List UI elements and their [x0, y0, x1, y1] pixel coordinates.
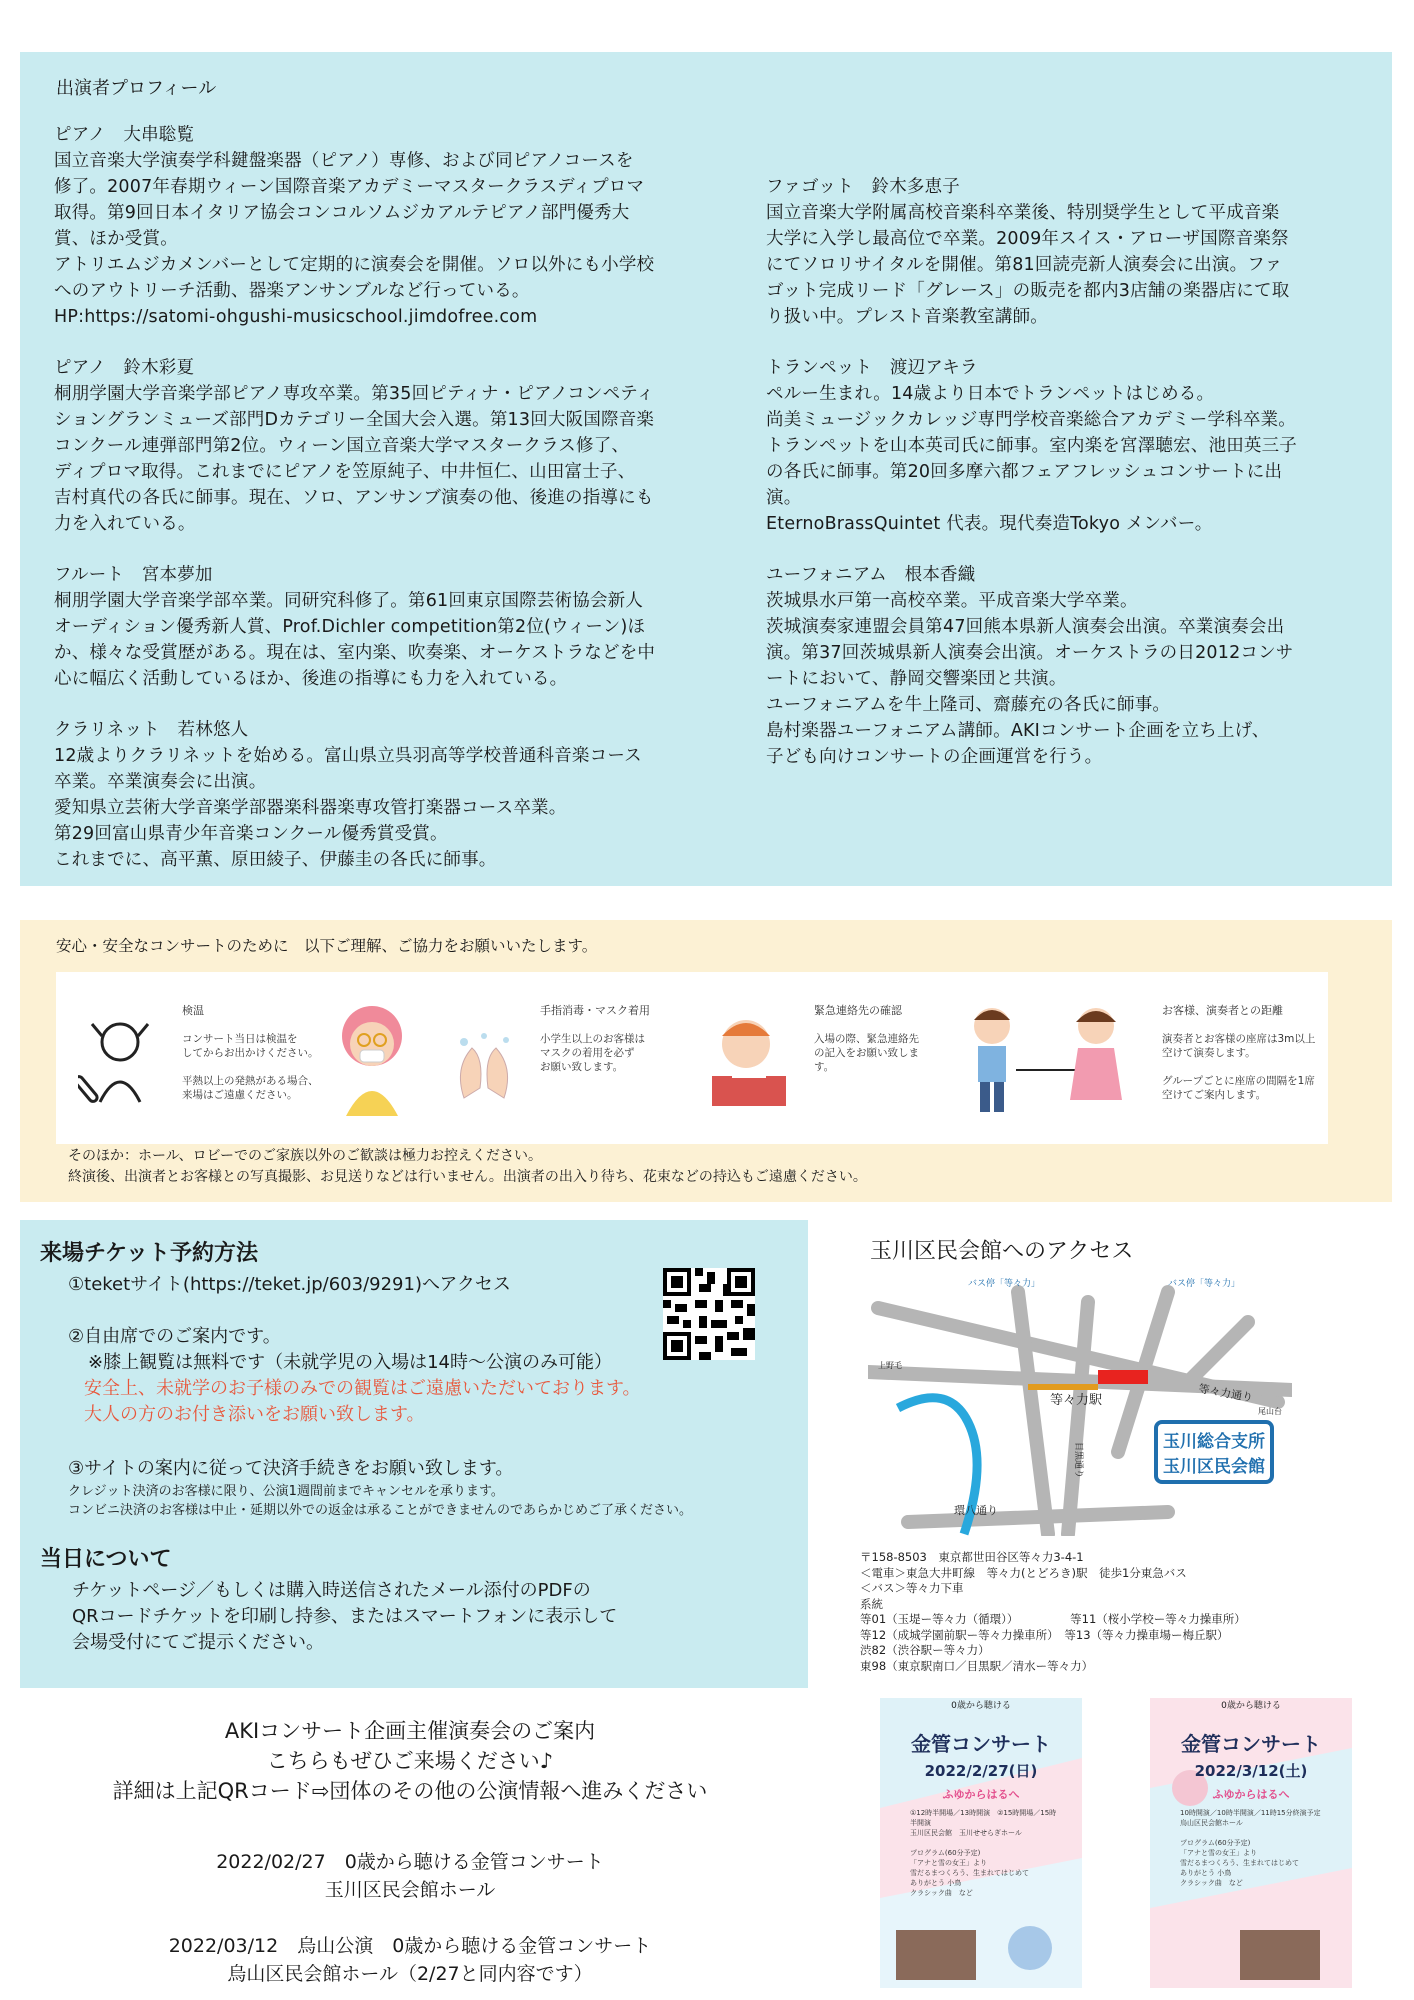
- profile-name: クラリネット 若林悠人: [54, 720, 249, 740]
- tip-distance: お客様、演奏者との距離 演奏者とお客様の座席は3m以上 空けて演奏します。 グループごとに座席の間隔を1席 空けてご案内します。: [1162, 1004, 1316, 1101]
- map-label-oyamadai: 尾山台: [1258, 1407, 1282, 1416]
- profile-body: 国立音楽大学演奏学科鍵盤楽器（ピアノ）専修、および同ピアノコースを 修了。2007年春期ウィーン国際音楽アカデミーマスタークラスディプロマ 取得。第9回日本イタリア協会コンコルソムジカアルテピアノ部門優秀大 賞、ほか受賞。 アトリエムジカメンバーとして定期的に演奏会を開催。ソロ以外にも小学校 へのアウトリーチ活動、器楽アンサンブルなど行っている。 HP:https://satomi-ohgushi-musicschool.jimdofree.com: [54, 151, 655, 327]
- profiles-left-column: [54, 122, 744, 898]
- flyer-0312[interactable]: 0歳から聴ける 金管コンサート 2022/3/12(土) ふゆからはるへ 10時開演／10時半開演／11時15分終演予定 烏山区民会館ホール プログラム(60分予定) 「アナと雪の女王」より 雪だるまつくろう、生まれてはじめて ありがとう 小鳥 クラシック曲 など: [1150, 1698, 1352, 1988]
- hand-wash-icon: [444, 1028, 524, 1108]
- profile-name: ファゴット 鈴木多恵子: [766, 177, 960, 197]
- map-label-bus1: バス停「等々力」: [968, 1279, 1041, 1289]
- flyer-0227[interactable]: 0歳から聴ける 金管コンサート 2022/2/27(日) ふゆからはるへ ①12時半開場／13時開演 ②15時開場／15時半開演 玉川区民会館 玉川せせらぎホール プログラム(60分予定) 「アナと雪の女王」より 雪だるまつくろう、生まれてはじめて ありがとう 小鳥 クラシック曲 など: [880, 1698, 1082, 1988]
- map-callout-1: 玉川総合支所: [1163, 1432, 1265, 1452]
- map-label-street1: 等々力通り: [1197, 1382, 1254, 1405]
- qr-code[interactable]: [663, 1268, 755, 1360]
- ticket-step3-notes: クレジット決済のお客様に限り、公演1週間前までキャンセルを承ります。 コンビニ決済のお客様は中止・延期以外での返金は承ることができませんのであらかじめご了承ください。: [68, 1484, 693, 1518]
- access-map[interactable]: [868, 1272, 1292, 1536]
- ticket-step2-note: ※膝上観覧は無料です（未就学児の入場は14時～公演のみ可能）: [88, 1352, 612, 1373]
- ticket-step2: ②自由席でのご案内です。: [68, 1326, 281, 1347]
- aki-line-3: 詳細は上記QRコード⇨団体のその他の公演情報へ進みください: [112, 1779, 708, 1803]
- aki-announcement: [60, 1716, 760, 1806]
- map-label-bus2: バス停「等々力」: [1168, 1279, 1241, 1289]
- ticket-heading: 来場チケット予約方法: [40, 1241, 259, 1266]
- profile-body: 茨城県水戸第一高校卒業。平成音楽大学卒業。 茨城演奏家連盟会員第47回熊本県新人演奏会出演。卒業演奏会出 演。第37回茨城県新人演奏会出演。オーケストラの日2012コンサ ートにおいて、静岡交響楽団と共演。 ユーフォニアムを牛上隆司、齋藤充の各氏に師事。 島村楽器ユーフォニアム講師。AKIコンサート企画を立ち上げ、 子ども向けコンサートの企画運営を行う。: [766, 591, 1294, 767]
- profile-body: 国立音楽大学附属高校音楽科卒業後、特別奨学生として平成音楽 大学に入学し最高位で卒業。2009年スイス・アローザ国際音楽祭 にてソロリサイタルを開催。第81回読売新人演奏会に出演。ファ ゴット完成リード「グレース」の販売を都内3店舗の楽器店にて取 り扱い中。プレスト音楽教室講師。: [766, 203, 1290, 327]
- profiles-heading: 出演者プロフィール: [56, 78, 217, 99]
- masked-girl-icon: [328, 1000, 416, 1116]
- map-label-street2: 環八通り: [954, 1504, 998, 1517]
- day-of-heading: 当日について: [40, 1547, 172, 1572]
- safety-notice-section: [20, 920, 1392, 1202]
- ticket-reservation-section: [20, 1220, 808, 1688]
- writing-child-icon: [706, 1010, 792, 1110]
- performer-profiles-section: [20, 52, 1392, 886]
- profile-name: ピアノ 大串聡覧: [54, 125, 195, 145]
- profile-piano-suzuki: [54, 355, 744, 537]
- access-title: 玉川区民会館へのアクセス: [870, 1239, 1134, 1264]
- map-label-street3: 目黒通り: [1073, 1442, 1083, 1479]
- profile-body: ペルー生まれ。14歳より日本でトランペットはじめる。 尚美ミュージックカレッジ専門学校音楽総合アカデミー学科卒業。 トランペットを山本英司氏に師事。室内楽を宮澤聴宏、池田英三子 の各氏に師事。第20回多摩六都フェアフレッシュコンサートに出 演。 EternoBrassQuintet 代表。現代奏造Tokyo メンバー。: [766, 384, 1297, 534]
- profiles-right-column: [766, 122, 1366, 795]
- ticket-warning-2: 大人の方のお付き添いをお願い致します。: [84, 1404, 425, 1425]
- map-label-kaminoge: 上野毛: [878, 1361, 902, 1370]
- safety-notes: そのほか：ホール、ロビーでのご家族以外のご歓談は極力お控えください。 終演後、出演者とお客様との写真撮影、お見送りなどは行いません。出演者の出入り待ち、花束などの持込もご遠慮ください。: [68, 1148, 867, 1185]
- profile-clarinet-wakabayashi: [54, 717, 744, 873]
- safety-title: 安心・安全なコンサートのために 以下ご理解、ご協力をお願いいたします。: [56, 937, 598, 955]
- tip-hand-mask: 手指消毒・マスク着用 小学生以上のお客様は マスクの着用を必ず お願い致します。: [540, 1004, 650, 1073]
- profile-body: 桐朋学園大学音楽学部卒業。同研究科修了。第61回東京国際芸術協会新人 オーディション優秀新人賞、Prof.Dichler competition第2位(ウィーン)ほ か、様々な受賞歴がある。現在は、室内楽、吹奏楽、オーケストラなどを中 心に幅広く活動しているほか、後進の指導にも力を入れている。: [54, 591, 656, 689]
- safety-tips-panel: [56, 972, 1328, 1144]
- event-item: 2022/03/12 烏山公演 0歳から聴ける金管コンサート 烏山区民会館ホール（2/27と同内容です）: [168, 1935, 652, 1985]
- social-distance-icon: [956, 1000, 1136, 1118]
- event-list: [60, 1848, 760, 2000]
- profile-trumpet-watanabe: [766, 355, 1366, 537]
- profile-piano-ohgushi: [54, 122, 744, 330]
- profile-fagotto-suzuki: [766, 174, 1366, 330]
- ticket-step1[interactable]: ①teketサイト(https://teket.jp/603/9291)へアクセス: [68, 1274, 511, 1295]
- profile-body: 12歳よりクラリネットを始める。富山県立呉羽高等学校普通科音楽コース 卒業。卒業演奏会に出演。 愛知県立芸術大学音楽学部器楽科器楽専攻管打楽器コース卒業。 第29回富山県青少年音楽コンクール優秀賞受賞。 これまでに、高平薫、原田綾子、伊藤圭の各氏に師事。: [54, 746, 642, 870]
- day-of-line-3: 会場受付にてご提示ください。: [72, 1632, 324, 1653]
- tip-temperature: 検温 コンサート当日は検温を してからお出かけください。 平熱以上の発熱がある場合、 来場はご遠慮ください。: [182, 1004, 319, 1101]
- map-label-station: 等々力駅: [1050, 1393, 1103, 1408]
- aki-line-1: AKIコンサート企画主催演奏会のご案内: [224, 1719, 596, 1743]
- aki-line-2: こちらもぜひご来場ください♪: [266, 1749, 554, 1773]
- tip-emergency-contact: 緊急連絡先の確認 入場の際、緊急連絡先 の記入をお願い致しま す。: [814, 1004, 919, 1073]
- profile-name: フルート 宮本夢加: [54, 565, 213, 585]
- ticket-warning-1: 安全上、未就学のお子様のみでの観覧はご遠慮いただいております。: [84, 1378, 641, 1399]
- event-item: 2022/02/27 0歳から聴ける金管コンサート 玉川区民会館ホール: [216, 1851, 604, 1901]
- profile-flute-miyamoto: [54, 562, 744, 692]
- profile-name: ピアノ 鈴木彩夏: [54, 358, 195, 378]
- qr-code-icon: [663, 1268, 755, 1360]
- profile-body: 桐朋学園大学音楽学部ピアノ専攻卒業。第35回ピティナ・ピアノコンペティ ショングランミューズ部門Dカテゴリー全国大会入選。第13回大阪国際音楽 コンクール連弾部門第2位。ウィーン国立音楽大学マスタークラス修了、 ディプロマ取得。これまでにピアノを笠原純子、中井恒仁、山田富士子、 吉村真代の各氏に師事。現在、ソロ、アンサンブ演奏の他、後進の指導にも 力を入れている。: [54, 384, 655, 534]
- profile-name: トランペット 渡辺アキラ: [766, 358, 978, 378]
- map-callout-2: 玉川区民会館: [1163, 1457, 1265, 1477]
- day-of-line-1: チケットページ／もしくは購入時送信されたメール添付のPDFの: [72, 1580, 591, 1601]
- profile-euphonium-nemoto: [766, 562, 1366, 770]
- ticket-step3: ③サイトの案内に従って決済手続きをお願い致します。: [68, 1458, 514, 1479]
- child-thermometer-icon: [78, 1012, 156, 1112]
- day-of-line-2: QRコードチケットを印刷し持参、またはスマートフォンに表示して: [72, 1606, 618, 1627]
- profile-name: ユーフォニアム 根本香織: [766, 565, 976, 585]
- access-address: 〒158-8503 東京都世田谷区等々力3-4-1 ＜電車＞東急大井町線 等々力(とどろき)駅 徒歩1分東急バス ＜バス＞等々力下車 系統 等01（玉堤ー等々力（循環）） 等11（桜小学校ー等々力操車所） 等12（成城学園前駅ー等々力操車所） 等13（等々力操車場ー梅丘駅） 渋82（渋谷駅ー等々力） 東98（東京駅南口／目黒駅／清水ー等々力）: [860, 1550, 1246, 1673]
